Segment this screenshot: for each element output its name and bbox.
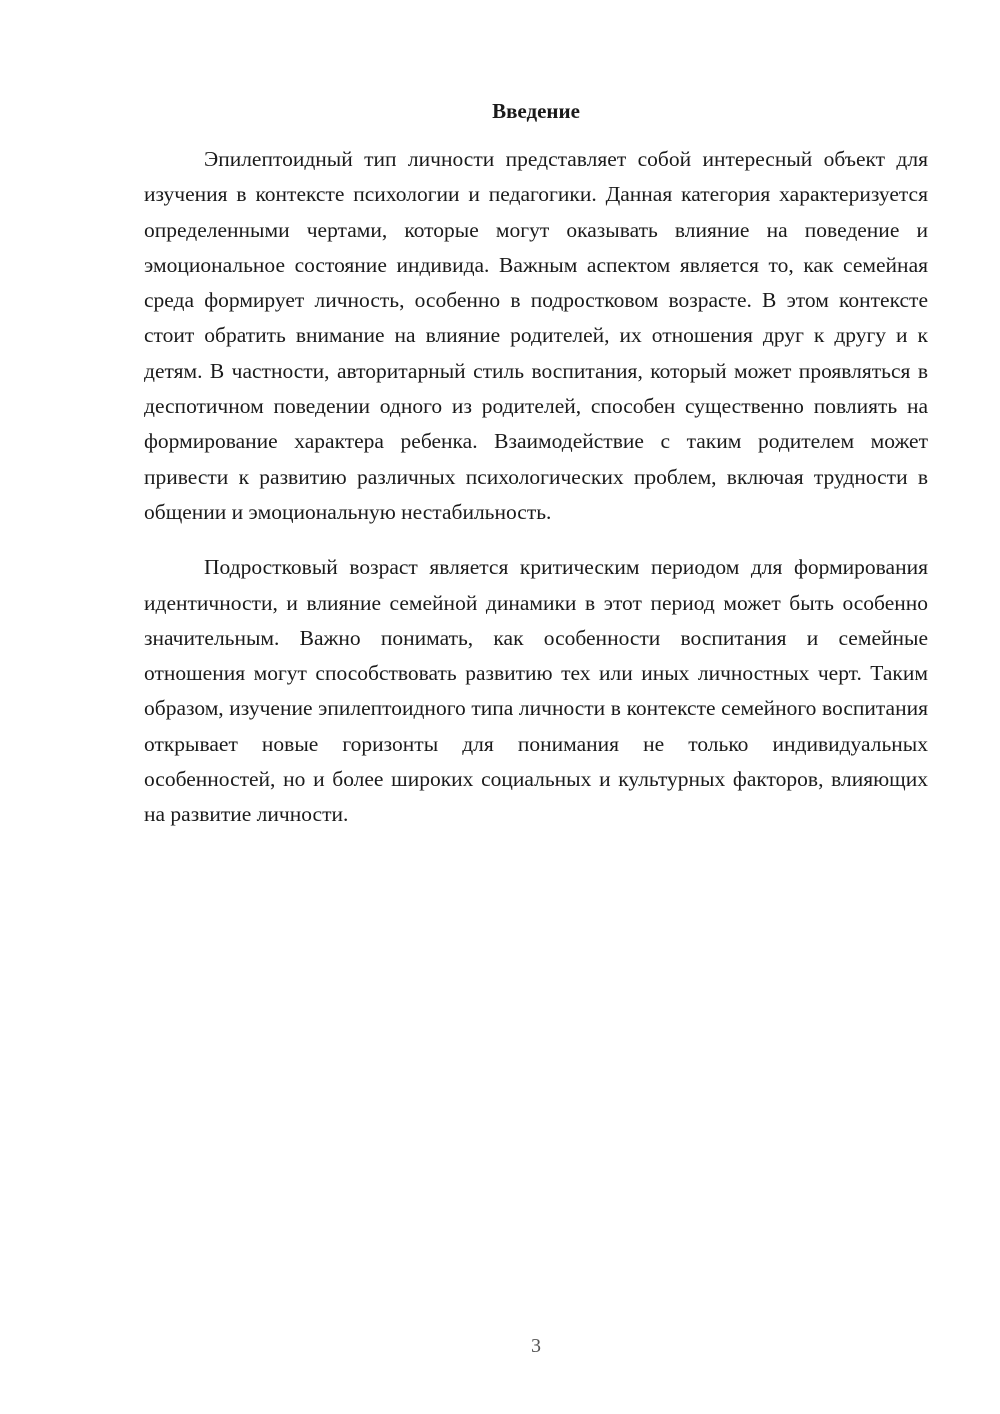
section-heading: Введение: [492, 99, 580, 123]
page-number: 3: [531, 1335, 541, 1357]
paragraph-1: Эпилептоидный тип личности представляет собой интересный объект для изучения в контексте психологии и педагогики. Данная категория характеризуется определенными чертами, которые могут оказывать влияние на поведение и эмоциональное состояние индивида. Важным аспектом является то, как семейная среда формирует личность, особенно в подростковом возрасте. В этом контексте стоит обратить внимание на влияние родителей, их отношения друг к другу и к детям. В частности, авторитарный стиль воспитания, который может проявляться в деспотичном поведении одного из родителей, способен существенно повлиять на формирование характера ребенка. Взаимодействие с таким родителем может привести к развитию различных психологических проблем, включая трудности в общении и эмоциональную нестабильность.: [144, 147, 928, 524]
body-text: [144, 142, 928, 833]
paragraph-2: Подростковый возраст является критическим периодом для формирования идентичности, и влияние семейной динамики в этот период может быть особенно значительным. Важно понимать, как особенности воспитания и семейные отношения могут способствовать развитию тех или иных личностных черт. Таким образом, изучение эпилептоидного типа личности в контексте семейного воспитания открывает новые горизонты для понимания не только индивидуальных особенностей, но и более широких социальных и культурных факторов, влияющих на развитие личности.: [144, 555, 928, 827]
